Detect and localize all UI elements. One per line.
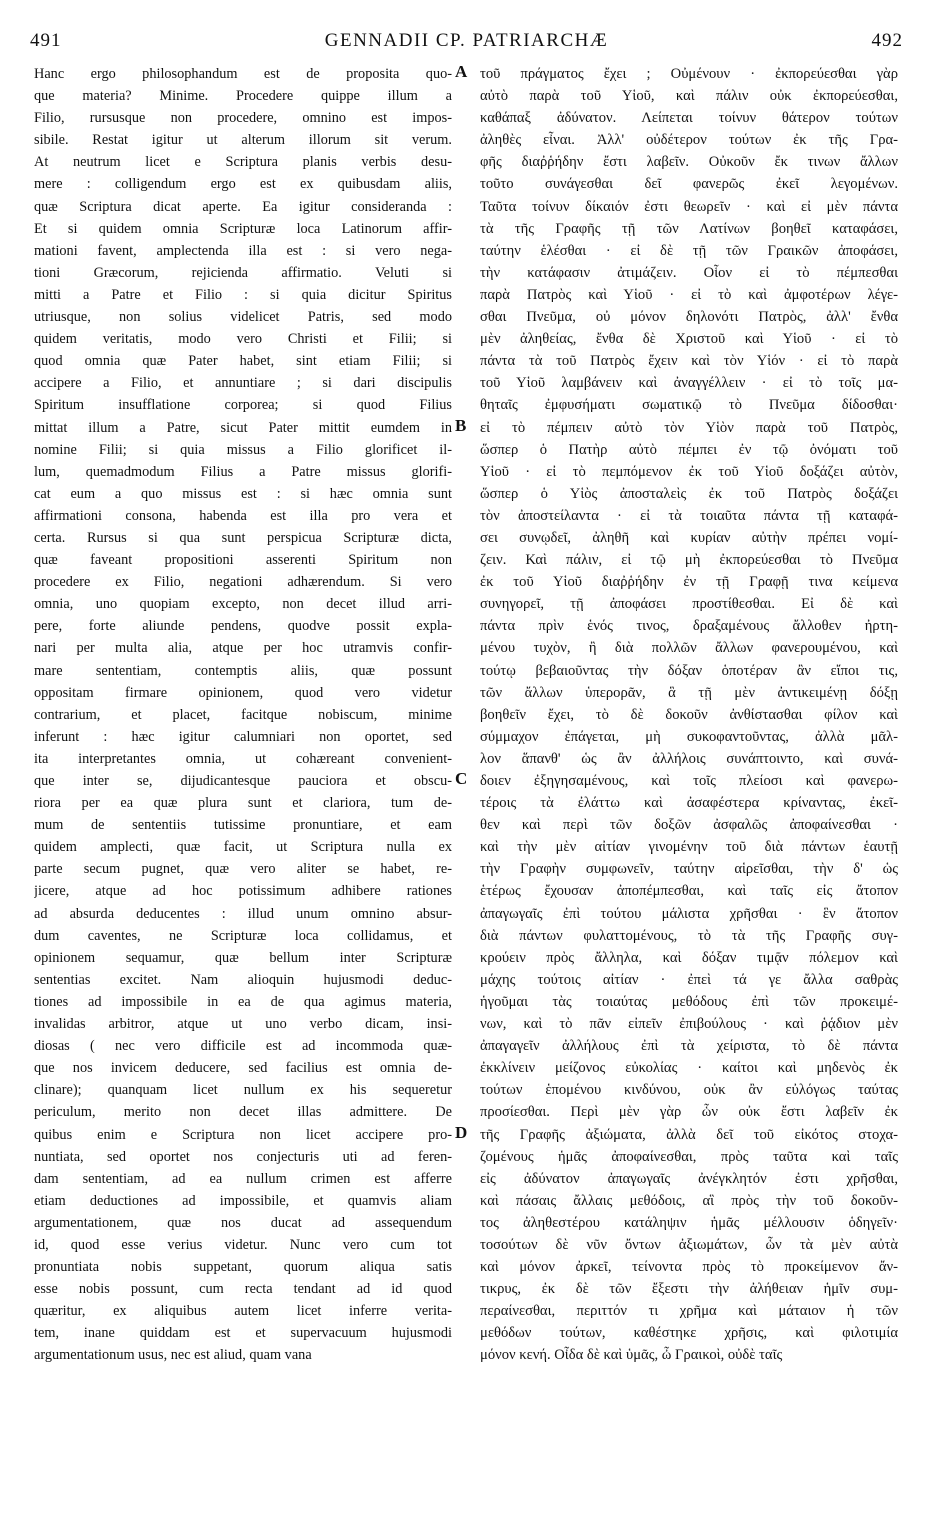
latin-column [34,63,452,1367]
latin-text-line: clinare); quanquam licet nullum ex his sequeretur [34,1082,452,1099]
greek-text-line: τὸν ἀποστείλαντα · εἰ τὰ τοιαῦτα πάντα τῇ καταφά- [480,507,898,524]
greek-text-line: περαίνεσθαι, περιττόν τι χρῆμα καὶ μάταιον ἡ τῶν [480,1303,898,1320]
page-title: GENNADII CP. PATRIARCHÆ [324,30,609,51]
latin-text-line: nomine Filii; si quia missus a Filio glorificet il- [34,441,452,458]
latin-text-line: tioni Græcorum, rejicienda affirmatio. Veluti si [34,264,452,281]
greek-text-line: πάντα πρὶν ἑνός τινος, δραξαμένους ἄλλοθεν ἠρτη- [480,618,898,635]
latin-text-line: mare sententiam, contemptis aliis, quæ possunt [34,662,452,679]
latin-text-line: nari per multa alia, atque per hoc utramvis confir- [34,640,452,657]
latin-text-line: id, quod esse verius videtur. Nunc vero cum tot [34,1236,452,1253]
latin-text-line: esse nobis possunt, cum recta tendant ad id quod [34,1281,452,1298]
latin-text-line: Et si quidem omnia Scripturæ loca Latinorum affir- [34,220,452,237]
greek-text-line: ὥσπερ ὁ Πατὴρ αὐτὸ πέμπει ἐν τῷ ὀνόματι τοῦ [480,441,898,458]
greek-text-line: καὶ τὴν μὲν αἰτίαν γινομένην τοῦ διὰ πάντων ἑαυτῇ [480,839,898,856]
latin-text-line: cat eum a quo missus est : si hæc omnia sunt [34,485,452,502]
greek-text-line: συνηγορεῖ, τῇ ἀποφάσει προστίθεσθαι. Εἰ δὲ καὶ [480,596,898,613]
latin-text-line: mationi favent, amplectenda illa est : si vero nega- [34,242,452,259]
greek-text-line: μένου τυχὸν, ἢ διὰ πολλῶν ἄλλων φανερουμένου, καὶ [480,640,898,657]
latin-text-line: sibile. Restat igitur ut alterum illorum sit verum. [34,132,452,149]
latin-text-line: procedere ex Filio, negationi adhærendum. Si vero [34,574,452,591]
running-head [30,30,903,60]
greek-text-line: βοηθεῖν ἔχει, τὸ δὲ δοκοῦν ἀνθίστασθαι φίλον καὶ [480,706,898,723]
latin-text-line: argumentationum usus, nec est aliud, quam vana [34,1347,312,1364]
latin-text-line: quod omnia quæ Pater habet, sint etiam Filii; si [34,353,452,370]
latin-text-line: quæ faveant propositioni asserenti Spiritum non [34,552,452,569]
latin-text-line: quæ Scriptura dicat aperte. Ea igitur consideranda : [34,198,452,215]
margin-letter: D [455,1122,468,1142]
latin-text-line: pere, forte aliunde pendens, quodve possit expla- [34,618,452,635]
latin-text-line: inferunt : hæc igitur calumniari non oportet, sed [34,728,452,745]
latin-text-line: ad absurda deducentes : illud unum omnino absur- [34,905,452,922]
latin-text-line: que materia? Minime. Procedere quippe illum a [34,88,452,105]
greek-text-line: τούτων ἑπομένου κινδύνου, οὐκ ἂν εὐλόγως ταύτας [480,1082,898,1099]
latin-text-line: dum caventes, ne Scripturæ loca collidamus, et [34,927,452,944]
latin-text-line: lum, quemadmodum Filius a Patre missus glorifi- [34,463,452,480]
margin-letter: A [455,62,468,81]
greek-text-line: ζειν. Καὶ πάλιν, εἰ τῷ μὴ ἐκπορεύεσθαι τὸ Πνεῦμα [480,552,898,569]
latin-text-line: nuntiata, sed oportet nos conjecturis uti ad feren- [34,1148,452,1165]
greek-text-line: σει συνῳδεῖ, ἀληθῆ καὶ κυρίαν αὐτὴν πρέπει νομί- [480,529,898,546]
greek-text-line: εἰ τὸ πέμπειν αὐτὸ τὸν Υἱὸν παρὰ τοῦ Πατρὸς, [480,419,898,436]
greek-text-line: τοῦ Υἱοῦ λαμβάνειν καὶ ἀναγγέλλειν · εἰ τὸ τοῖς μα- [480,375,898,392]
greek-text-line: μὲν ἀληθείας, ἔνθα δὲ Χριστοῦ καὶ Υἱοῦ · εἰ τὸ [480,331,898,348]
greek-text-line: λον ἅπανθ' ὡς ἂν ἀλλήλοις συνάπτοιντο, καὶ συνά- [480,750,898,767]
greek-text-line: νων, καὶ τὸ πᾶν εἰπεῖν ἐπιβούλους · καὶ ῥᾴδιον μὲν [480,1016,898,1033]
latin-text-line: quidem veritatis, modo vero Christi et Filii; si [34,331,452,348]
greek-text-line: τέροις τὰ ἐλάττω καὶ ἀσαφέστερα κρίναντας, ἐκεῖ- [480,795,898,812]
greek-text-line: μεθόδων τούτων, καθέστηκε χρῆσις, καὶ φιλοτιμία [480,1325,898,1342]
greek-text-line: σθαι Πνεῦμα, οὐ μόνον δηλονότι Πατρὸς, ἀλλ' ἔνθα [480,309,898,326]
greek-text-line: φῆς διαῤῥήδην ἔστι λαβεῖν. Οὐκοῦν ἔκ τινων ἄλλων [480,154,898,171]
greek-text-line: δοιεν ἐξηγησαμένους, καὶ τοῖς πλείοσι καὶ φανερω- [480,773,898,789]
latin-text-line: mitti a Patre et Filio : si quia dicitur Spiritus [34,286,452,303]
latin-text-line: Hanc ergo philosophandum est de proposita quo- [34,66,452,82]
page-number-right: 492 [871,30,903,51]
latin-text-line: dam sententiam, ad ea nullum crimen est afferre [34,1170,452,1187]
page-number-left: 491 [30,30,62,51]
greek-text-line: ἀπαγαγεῖν ἀλλήλους ἐπὶ τὰ χείριστα, τὸ δὲ πάντα [480,1038,898,1055]
greek-text-line: ὥσπερ ὁ Υἱὸς ἀποσταλεὶς ἐκ τοῦ Πατρὸς δοξάζει [480,485,898,502]
latin-text-line: mum de sententiis tutissime pronuntiare, et eam [34,817,452,834]
latin-text-line: accipere a Filio, et annuntiare ; si dari discipulis [34,375,452,392]
latin-text-line: jicere, atque ad hoc potissimum adhibere rationes [34,883,452,900]
greek-text-line: καὶ μόνον ἀρκεῖ, τείνοντα πρὸς τὸ προκείμενον ἄν- [480,1259,898,1276]
greek-text-line: μόνον κενή. Οἶδα δὲ καὶ ὑμᾶς, ὦ Γραικοὶ, οὐδὲ ταῖς [480,1347,783,1364]
latin-text-line: diosas ( nec vero difficile est ad incommoda quæ- [34,1038,452,1055]
greek-text-line: προσίεσθαι. Περὶ μὲν γὰρ ὧν οὐκ ἔστι λαβεῖν ἐκ [480,1104,898,1121]
latin-text-line: tem, inane quiddam est et supervacuum hujusmodi [34,1325,452,1342]
latin-text-line: Spiritum insufflatione corporea; si quod Filius [34,397,452,414]
greek-text-line: καὶ πάσαις ἄλλαις μεθόδοις, αἳ πρὸς τὴν τοῦ δοκοῦν- [480,1192,898,1209]
greek-text-line: Υἱοῦ · εἰ τὸ πεμπόμενον ἐκ τοῦ Υἱοῦ δοξάζει αὐτὸν, [480,463,898,480]
greek-text-line: τούτῳ βεβαιοῦντας τὴν δόξαν ὁποτέραν ἂν εἴποι τις, [480,662,898,679]
latin-text-line: At neutrum licet e Scriptura planis verbis desu- [34,154,452,171]
latin-text-line: parte secum pugnet, quæ vero aliter se habet, re- [34,861,452,878]
greek-text-line: τοῦ πράγματος ἔχει ; Οὐμένουν · ἐκπορεύεσθαι γὰρ [480,66,898,82]
greek-text-line: τοσούτων δὲ νῦν ὄντων ἀξιωμάτων, ὧν τὰ μὲν αὐτὰ [480,1236,898,1253]
greek-text-line: ἑτέρως ἔχουσαν ἀποπέμπεσθαι, καὶ ταῖς εἰς ἄτοπον [480,883,898,900]
greek-text-line: παρὰ Πατρὸς καὶ Υἱοῦ · εἰ τὸ καὶ ἀμφοτέρων λέγε- [480,286,898,303]
greek-text-line: ἀληθὲς εἶναι. Ἀλλ' οὐδέτερον τούτων ἐκ τῆς Γρα- [480,132,898,149]
greek-text-line: ἐκκλίνειν μείζονος εὐκολίας · καίτοι καὶ μηδενὸς ἐκ [480,1060,898,1077]
latin-text-line: certa. Rursus si qua sunt perspicua Scripturæ dicta, [34,529,452,546]
greek-text-line: ἡγοῦμαι τὰς τοιαύτας μεθόδους ἐπὶ τῶν προκειμέ- [480,993,898,1010]
latin-text-line: opinionem sequamur, quæ bellum inter Scripturæ [34,949,452,966]
greek-text-line: τοῦτο συνάγεσθαι δεῖ φανερῶς ἐκεῖ λεγομένων. [480,176,898,193]
greek-text-line: τὴν κατάφασιν ἀτιμάζειν. Οἷον εἰ τὸ πέμπεσθαι [480,264,898,281]
latin-text-line: tiones ad impossibile in ea de qua agimus materia, [34,993,452,1010]
latin-text-line: que inter se, dijudicantesque pauciora et obscu- [34,773,452,789]
latin-text-line: sententias excitet. Nam alioquin hujusmodi deduc- [34,971,452,988]
latin-text-line: affirmationi consona, habenda est illa pro vera et [34,507,452,524]
greek-text-line: αὐτὸ παρὰ τοῦ Υἱοῦ, καὶ πάλιν οὐκ ἐκπορεύεσθαι, [480,88,898,105]
greek-text-line: τὴν Γραφὴν συμφωνεῖν, ταύτην αἱρεῖσθαι, τὴν δ' ὡς [480,861,898,878]
latin-text-line: quæritur, ex aliquibus autem licet inferre verita- [34,1303,452,1320]
greek-column [480,63,898,1367]
greek-text-line: ζομένους ἡμᾶς ἀποφαίνεσθαι, πρὸς ταῦτα καὶ ταῖς [480,1148,898,1165]
greek-text-line: τος ἀληθεστέρου κατάληψιν ἡμᾶς μέλλουσιν ὁδηγεῖν· [480,1214,898,1231]
greek-text-line: μάχης τούτοις αἰτίαν · ἐπεὶ τά γε ἄλλα σαθρὰς [480,971,898,988]
latin-text-line: invalidas arbitror, atque ut uno verbo dicam, insi- [34,1016,452,1033]
latin-text-line: mere : colligendum ergo est ex quibusdam aliis, [34,176,452,193]
latin-text-line: oppositam firmare opinionem, quod vero videtur [34,684,452,701]
latin-text-line: Filio, rursusque non procedere, omnino est impos- [34,110,452,127]
latin-text-line: utriusque, non solius videlicet Patris, sed modo [34,309,452,326]
latin-text-line: ita interpretantes omnia, ut cohæreant convenient- [34,750,452,767]
latin-text-line: mittat illum a Patre, sicut Pater mittit eumdem in [34,419,452,436]
margin-letter: B [455,415,467,435]
greek-text-line: ἐκ τοῦ Υἱοῦ διαῤῥήδην ἐν τῇ Γραφῇ τινα κείμενα [480,574,898,591]
latin-text-line: periculum, merito non decet illas admittere. De [34,1104,452,1121]
greek-text-line: τὰ τῆς Γραφῆς τῇ τῶν Λατίνων βοηθεῖ καταφάσει, [480,220,898,237]
latin-text-line: quidem amplecti, quæ facit, ut Scriptura nulla ex [34,839,452,856]
latin-text-line: que nos invicem deducere, sed facilius est omnia de- [34,1060,452,1077]
margin-letter: C [455,769,468,789]
greek-text-line: θηταῖς ἐμφυσήματι σωματικῷ τὸ Πνεῦμα δίδοσθαι· [480,397,898,414]
greek-text-line: Ταῦτα τοίνυν δίκαιόν ἐστι θεωρεῖν · καὶ εἰ μὲν πάντα [480,198,898,215]
latin-text-line: riora per ea quæ plura sunt et clariora, tum de- [34,795,452,812]
greek-text-line: τῶν ἄλλων ὑπερορᾶν, ἃ τῇ μὲν ἀντικειμένῃ δόξῃ [480,684,898,701]
greek-text-line: εἰς ἀδύνατον ἀπαγωγαῖς ἀνέγκλητόν ἐστι χρῆσθαι, [480,1170,898,1187]
greek-text-line: σύμμαχον ἐπάγεται, μὴ συκοφαντοῦντας, ἀλλὰ μᾶλ- [480,728,898,745]
latin-text-line: quibus enim e Scriptura non licet accipere pro- [34,1126,452,1143]
greek-text-line: ταύτην ἑλέσθαι · εἰ δὲ τῇ τῶν Γραικῶν ἀποφάσει, [480,242,898,259]
latin-text-line: contrarium, et placet, facitque nobiscum, minime [34,706,452,723]
greek-text-line: τικρυς, ἐκ δὲ τῶν ἔξεστι τὴν ἀλήθειαν ἡμῖν συμ- [480,1281,898,1298]
greek-text-line: κρούειν πρὸς ἄλληλα, καὶ δόξαν τιμᾷν πόλεμον καὶ [480,949,898,966]
latin-text-line: argumentationem, quæ nos ducat ad assequendum [34,1214,452,1231]
greek-text-line: τῆς Γραφῆς ἀξιώματα, ἀλλὰ δεῖ τοῦ εἰκότος στοχα- [480,1126,898,1143]
greek-text-line: ἀπαγωγαῖς ἐπὶ τούτου μάλιστα χρῆσθαι · ἓν ἄτοπον [480,905,898,922]
greek-text-line: διὰ πάντων φυλαττομένους, τὸ τὰ τῆς Γραφῆς συγ- [480,927,898,944]
greek-text-line: καθάπαξ ἀδύνατον. Λείπεται τοίνυν θάτερον τούτων [480,110,898,127]
latin-text-line: pronuntiata nobis suppetant, quorum aliqua satis [34,1259,452,1276]
greek-text-line: πάντα τὰ τοῦ Πατρὸς ἔχειν καὶ τὸν Υἱόν · εἰ τὸ παρὰ [480,353,898,370]
latin-text-line: omnia, uno quopiam excepto, non decet illud arri- [34,596,452,613]
latin-text-line: etiam deductiones ad impossibile, et quamvis aliam [34,1192,452,1209]
greek-text-line: θεν καὶ περὶ τῶν δοξῶν ἀσφαλῶς ἀποφαίνεσθαι · [480,817,898,834]
